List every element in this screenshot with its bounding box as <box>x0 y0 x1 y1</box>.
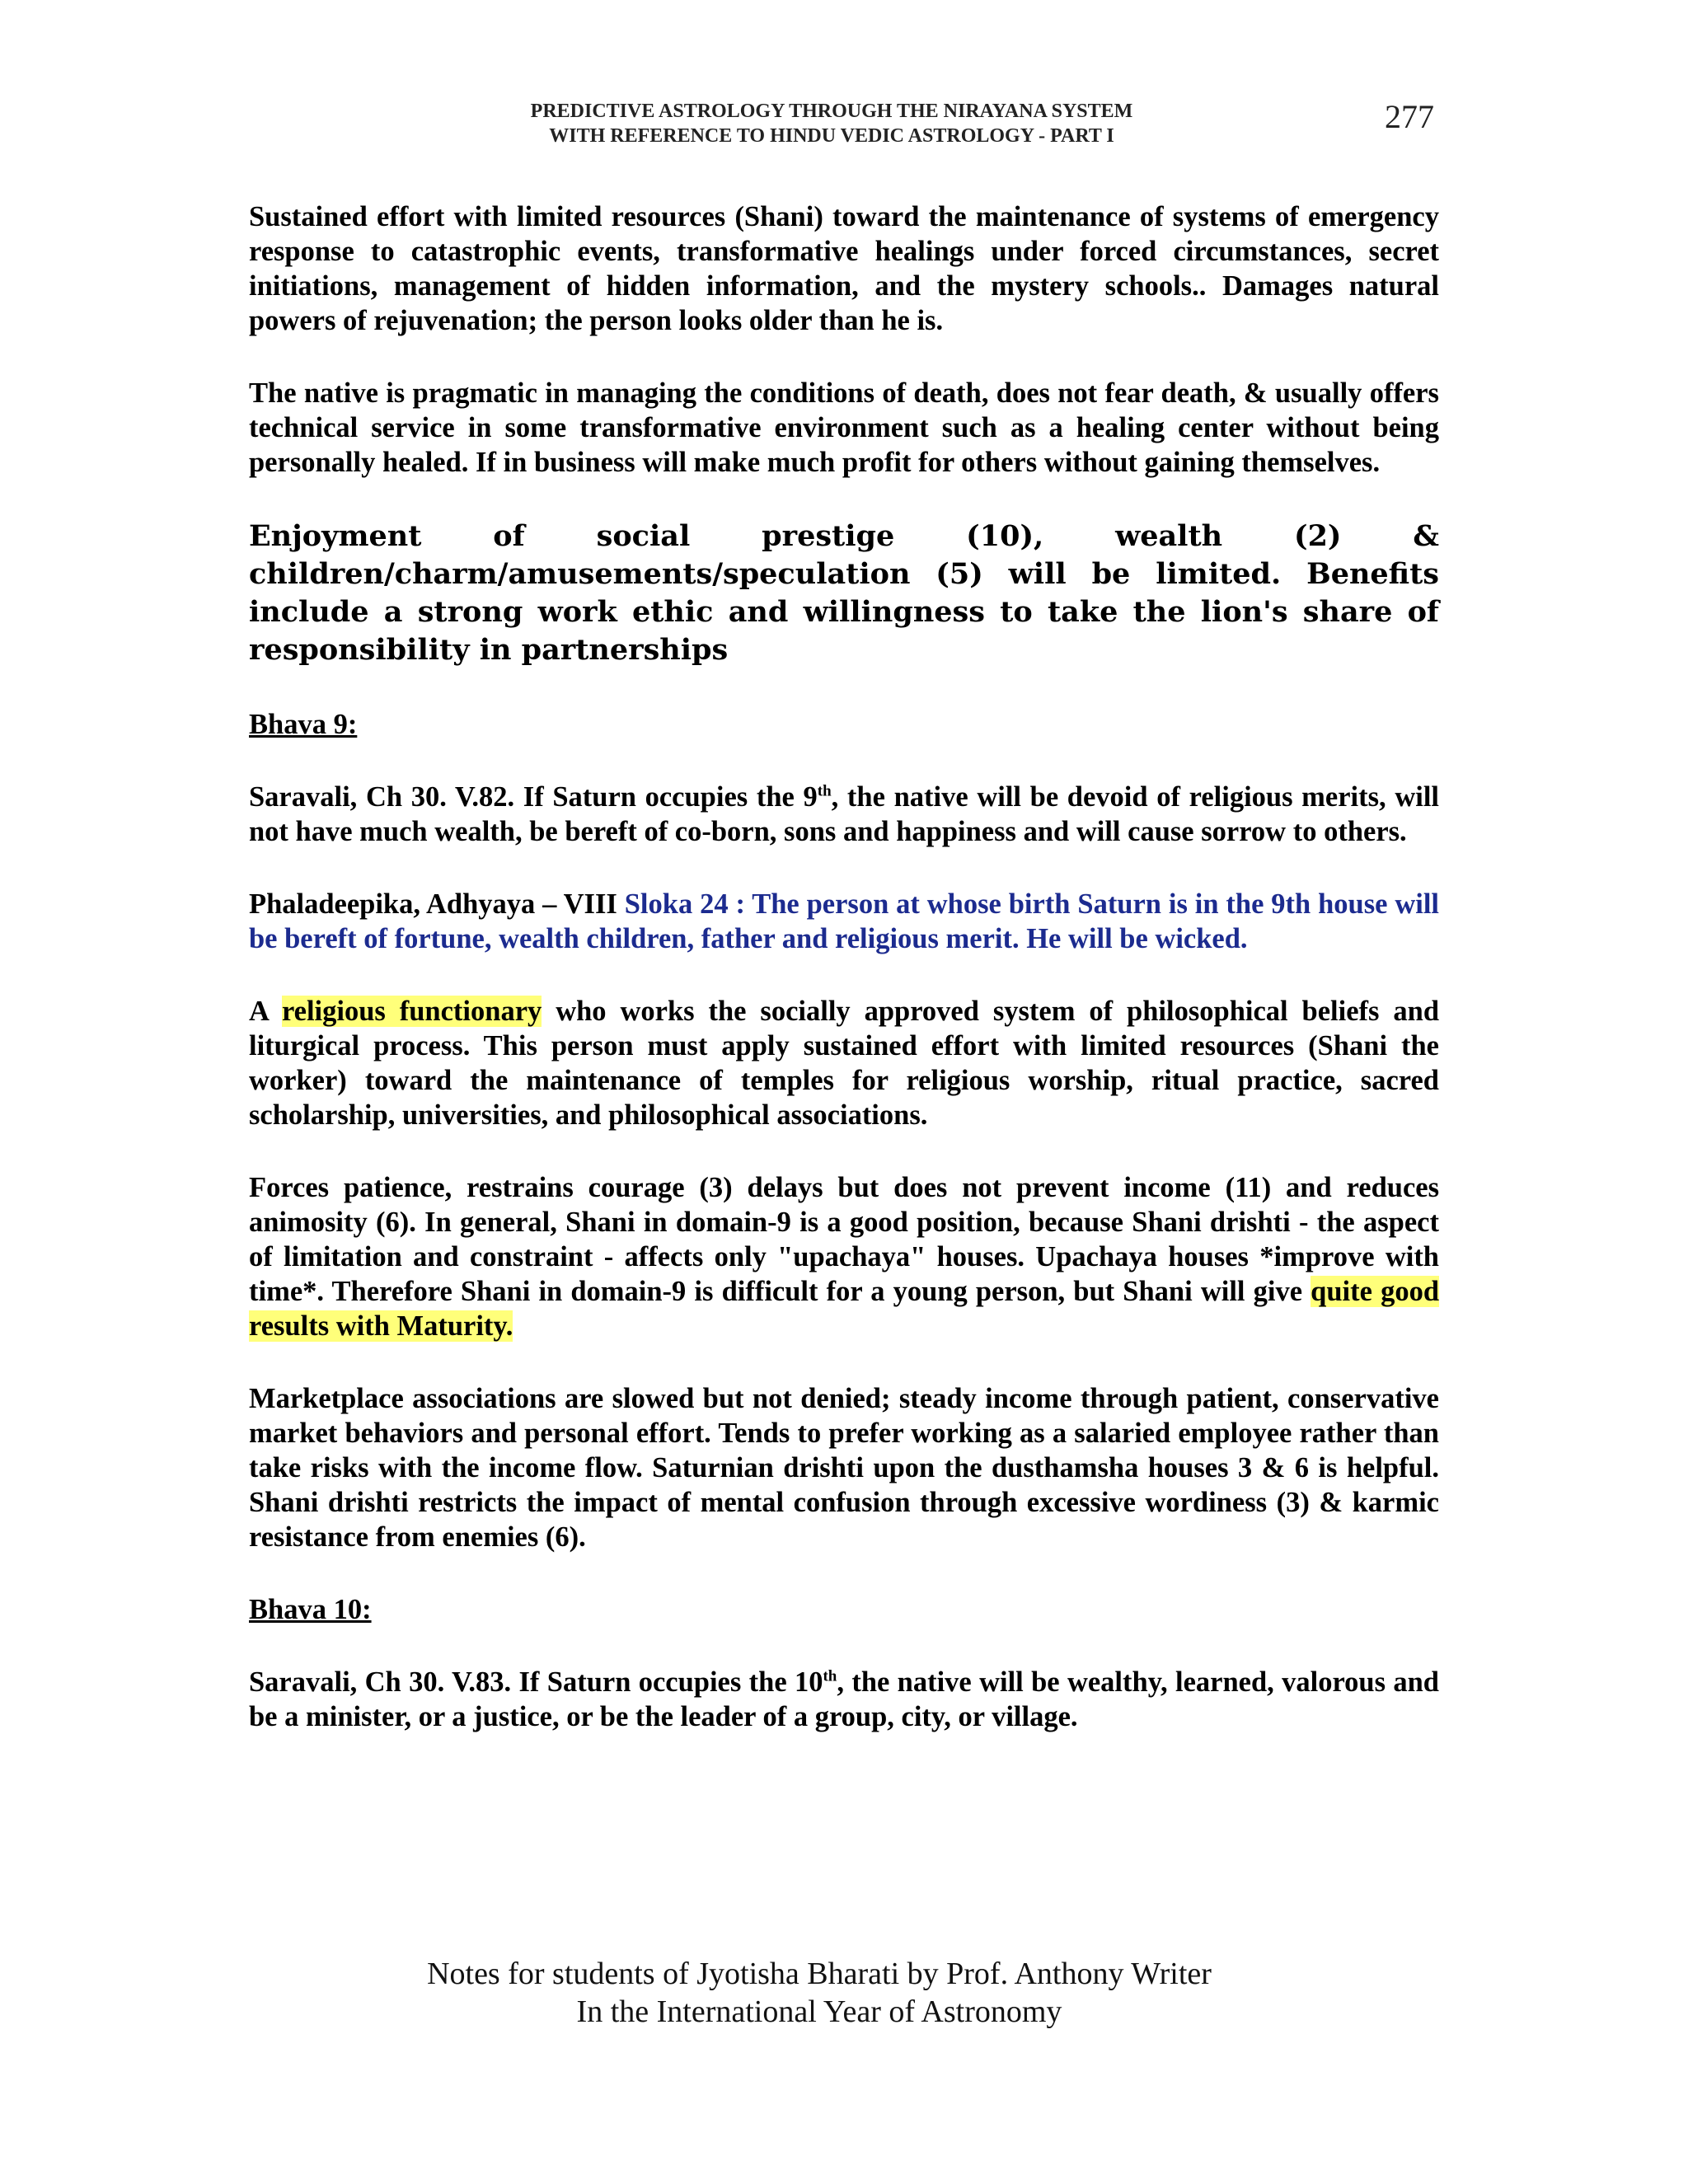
header-line-1: PREDICTIVE ASTROLOGY THROUGH THE NIRAYANA SYSTEM <box>530 101 1133 122</box>
saravali-v83-text-b: , the native will be wealthy, learned, valorous and be a minister, or a justice, or be the leader of a group, city, or village. <box>249 1666 1439 1732</box>
paragraph-marketplace: Marketplace associations are slowed but not denied; steady income through patient, conservative market behaviors and personal effort. Tends to prefer working as a salaried employee rather than take risks with the income flow. Saturnian drishti upon the dusthamsha houses 3 & 6 is helpful. Shani drishti restricts the impact of mental confusion through excessive wordiness (3) & karmic resistance from enemies (6). <box>249 1383 1439 1553</box>
patience-text: Forces patience, restrains courage (3) delays but does not prevent income (11) and reduces animosity (6). In general, Shani in domain-9 is a good position, because Shani drishti - the aspect of limitation and constraint - affects only "upachaya" houses. Upachaya houses *improve with time*. Therefore Shani in domain-9 is difficult for a young person, but Shani will give <box>249 1172 1439 1307</box>
paragraph-bhava8-effort: Sustained effort with limited resources (Shani) toward the maintenance of systems of emergency response to catastrophic events, transformative healings under forced circumstances, secret initiations, management of hidden information, and the mystery schools.. Damages natural powers of rejuvenation; the person looks older than he is. <box>249 201 1439 336</box>
phaladeepika-sloka: Sloka 24 : The person at whose birth Saturn is in the 9th house will be bereft of fortune, wealth children, father and religious merit. He will be wicked. <box>249 888 1440 954</box>
paragraph-saravali-v82 <box>249 780 1439 849</box>
bhava-10-heading: Bhava 10: <box>249 1594 372 1625</box>
highlighted-maturity: quite good results with Maturity. <box>249 1276 1440 1342</box>
running-header <box>0 99 1688 148</box>
ordinal-suffix: th <box>817 782 832 800</box>
saravali-v83-text-a: Saravali, Ch 30. V.83. If Saturn occupies the 10 <box>249 1666 823 1698</box>
paragraph-forces-patience <box>249 1170 1439 1343</box>
religious-text-a: A <box>249 996 282 1027</box>
bhava-9-heading: Bhava 9: <box>249 709 358 740</box>
paragraph-phaladeepika <box>249 887 1439 956</box>
ordinal-suffix: th <box>823 1667 837 1685</box>
phaladeepika-source: Phaladeepika, Adhyaya – VIII <box>249 888 625 920</box>
running-footer <box>0 1955 1688 2031</box>
page-number: 277 <box>1385 98 1434 135</box>
religious-text-b: who works the socially approved system of philosophical beliefs and liturgical process. This person must apply sustained effort with limited resources (Shani the worker) toward the maintenance of temples for religious worship, ritual practice, sacred scholarship, universities, and philosophical associations. <box>249 996 1440 1131</box>
paragraph-saravali-v83 <box>249 1665 1439 1734</box>
paragraph-bhava8-native: The native is pragmatic in managing the conditions of death, does not fear death, & usually offers technical service in some transformative environment such as a healing center without being personally healed. If in business will make much profit for others without gaining themselves. <box>249 377 1439 478</box>
paragraph-religious-functionary <box>249 994 1439 1132</box>
header-line-2: WITH REFERENCE TO HINDU VEDIC ASTROLOGY - PART I <box>549 125 1114 147</box>
saravali-v82-text-a: Saravali, Ch 30. V.82. If Saturn occupies the 9 <box>249 781 818 813</box>
body-text <box>249 199 1439 1772</box>
paragraph-bhava8-enjoyment: Enjoyment of social prestige (10), wealth (2) & children/charm/amusements/speculation (5) will be limited. Benefits include a strong work ethic and willingness to take the lion's share of responsibility in partnerships <box>249 519 1439 667</box>
saravali-v82-text-b: , the native will be devoid of religious merits, will not have much wealth, be bereft of co-born, sons and happiness and will cause sorrow to others. <box>249 781 1439 847</box>
footer-line-1: Notes for students of Jyotisha Bharati by Prof. Anthony Writer <box>427 1957 1212 1991</box>
highlighted-religious-functionary: religious functionary <box>281 996 542 1027</box>
footer-line-2: In the International Year of Astronomy <box>576 1994 1062 2029</box>
